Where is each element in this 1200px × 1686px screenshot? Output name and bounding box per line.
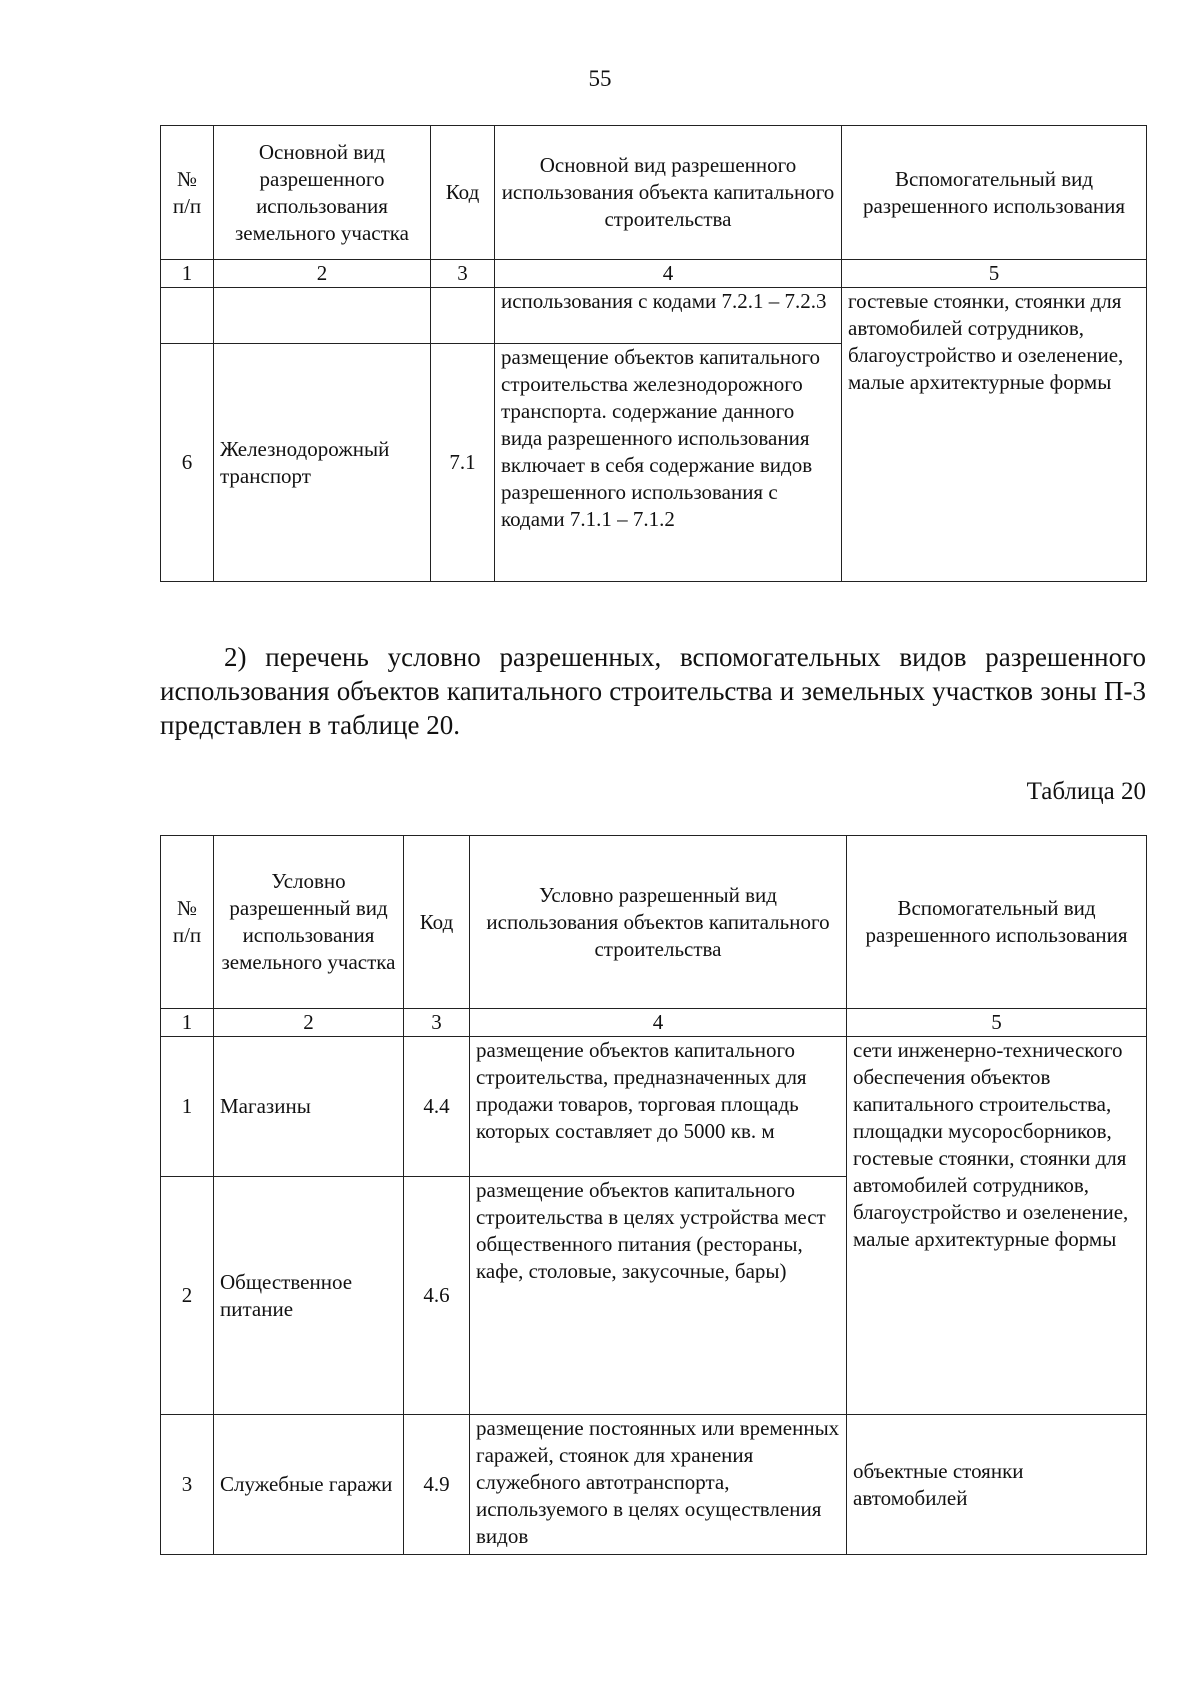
header-land-use: Основной вид разрешенного использования земельного участка <box>214 126 431 260</box>
col-number: 5 <box>847 1009 1147 1037</box>
conditional-use-table <box>160 835 1147 1555</box>
header-code: Код <box>404 836 470 1009</box>
row-num-cell: 6 <box>161 344 214 582</box>
object-use-cell: размещение объектов капитального строительства в целях устройства мест общественного питания (рестораны, кафе, столовые, закусочные, бары) <box>470 1177 847 1415</box>
intro-paragraph <box>160 640 1146 742</box>
header-num: № п/п <box>161 836 214 1009</box>
code-cell: 4.9 <box>404 1415 470 1555</box>
header-auxiliary: Вспомогательный вид разрешенного использования <box>842 126 1147 260</box>
col-number: 4 <box>495 260 842 288</box>
code-cell: 7.1 <box>431 344 495 582</box>
auxiliary-cell: гостевые стоянки, стоянки для автомобилей сотрудников, благоустройство и озеленение, малые архитектурные формы <box>842 288 1147 582</box>
table-header-row <box>161 126 1147 260</box>
col-number: 2 <box>214 260 431 288</box>
table-header-row <box>161 836 1147 1009</box>
col-number: 3 <box>431 260 495 288</box>
row-num-cell: 2 <box>161 1177 214 1415</box>
land-use-cell: Железнодорожный транспорт <box>214 344 431 582</box>
page-number: 55 <box>588 66 612 91</box>
object-use-cell: использования с кодами 7.2.1 – 7.2.3 <box>495 288 842 344</box>
header-object-use: Основной вид разрешенного использования объекта капитального строительства <box>495 126 842 260</box>
table-caption: Таблица 20 <box>1026 778 1146 805</box>
column-number-row <box>161 1009 1147 1037</box>
table-row <box>161 1037 1147 1177</box>
header-land-use: Условно разрешенный вид использования земельного участка <box>214 836 404 1009</box>
header-code: Код <box>431 126 495 260</box>
code-cell: 4.6 <box>404 1177 470 1415</box>
col-number: 2 <box>214 1009 404 1037</box>
col-number: 5 <box>842 260 1147 288</box>
object-use-cell: размещение постоянных или временных гаражей, стоянок для хранения служебного автотранспорта, используемого в целях осуществления видов <box>470 1415 847 1555</box>
table-row <box>161 1415 1147 1555</box>
column-number-row <box>161 260 1147 288</box>
object-use-cell: размещение объектов капитального строительства, предназначенных для продажи товаров, торговая площадь которых составляет до 5000 кв. м <box>470 1037 847 1177</box>
object-use-cell: размещение объектов капитального строительства железнодорожного транспорта. содержание данного вида разрешенного использования включает в себя содержание видов разрешенного использования с кодами 7.1.1 – 7.1.2 <box>495 344 842 582</box>
table-row <box>161 288 1147 344</box>
paragraph-text: 2) перечень условно разрешенных, вспомогательных видов разрешенного использования объектов капитального строительства и земельных участков зоны П-3 представлен в таблице 20. <box>160 642 1146 740</box>
land-use-cell: Общественное питание <box>214 1177 404 1415</box>
auxiliary-cell: сети инженерно-технического обеспечения объектов капитального строительства, площадки мусоросборников, гостевые стоянки, стоянки для автомобилей сотрудников, благоустройство и озеленение, малые архитектурные формы <box>847 1037 1147 1415</box>
header-object-use: Условно разрешенный вид использования объектов капитального строительства <box>470 836 847 1009</box>
col-number: 1 <box>161 260 214 288</box>
auxiliary-cell: объектные стоянки автомобилей <box>847 1415 1147 1555</box>
row-num-cell: 1 <box>161 1037 214 1177</box>
col-number: 3 <box>404 1009 470 1037</box>
land-use-cell: Служебные гаражи <box>214 1415 404 1555</box>
col-number: 1 <box>161 1009 214 1037</box>
row-num-cell: 3 <box>161 1415 214 1555</box>
land-use-cell: Магазины <box>214 1037 404 1177</box>
header-num: № п/п <box>161 126 214 260</box>
col-number: 4 <box>470 1009 847 1037</box>
header-auxiliary: Вспомогательный вид разрешенного использования <box>847 836 1147 1009</box>
code-cell: 4.4 <box>404 1037 470 1177</box>
permitted-use-table-continued <box>160 125 1147 582</box>
